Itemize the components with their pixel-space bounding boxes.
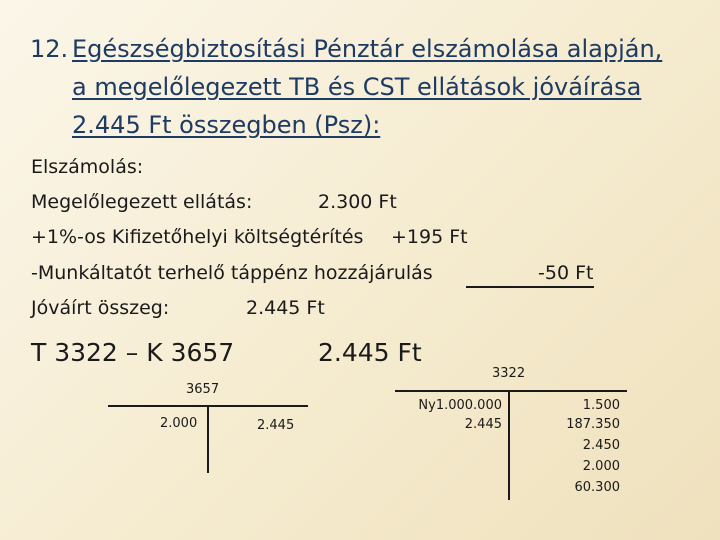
account-3322-credit-5: 60.300 (574, 480, 620, 495)
settlement-row-2-value: +195 Ft (391, 226, 468, 248)
account-3322-debit-2: 2.445 (464, 417, 502, 432)
account-3657-name: 3657 (186, 382, 220, 397)
account-3322-credit-1: 1.500 (582, 398, 620, 413)
settlement-row-1-value: 2.300 Ft (318, 191, 397, 213)
title-number: 12. (30, 35, 69, 63)
posting-amount: 2.445 Ft (318, 338, 422, 367)
account-3322-credit-4: 2.000 (582, 459, 620, 474)
account-3657-credit-1: 2.445 (257, 418, 295, 433)
account-3657-debit-1: 2.000 (160, 416, 198, 431)
title-line-3: 2.445 Ft összegben (Psz): (72, 111, 381, 139)
account-3322-credit-3: 2.450 (582, 438, 620, 453)
slide-title (30, 30, 710, 144)
title-line-2: a megelőlegezett TB és CST ellátások jóváírása (72, 73, 642, 101)
account-3322-debit-1: Ny1.000.000 (418, 398, 502, 413)
account-3657-divider (207, 405, 209, 473)
settlement-row-3-value: -50 Ft (538, 262, 594, 284)
settlement-row-3-label: -Munkáltatót terhelő táppénz hozzájárulás (31, 262, 433, 284)
account-3322-credit-2: 187.350 (566, 417, 620, 432)
account-3322-top-line (395, 390, 627, 392)
settlement-row-4-value: 2.445 Ft (246, 297, 325, 319)
posting-entry: T 3322 – K 3657 (31, 338, 235, 367)
settlement-heading: Elszámolás: (31, 156, 144, 178)
title-lines (72, 30, 662, 144)
account-3322-name: 3322 (492, 366, 526, 381)
settlement-row-2-label: +1%-os Kifizetőhelyi költségtérítés (31, 226, 364, 248)
account-3322-divider (508, 390, 510, 500)
settlement-row-1-label: Megelőlegezett ellátás: (31, 191, 253, 213)
settlement-row-4-label: Jóváírt összeg: (31, 297, 170, 319)
title-line-1: Egészségbiztosítási Pénztár elszámolása alapján, (72, 35, 663, 63)
settlement-underline (466, 286, 594, 288)
